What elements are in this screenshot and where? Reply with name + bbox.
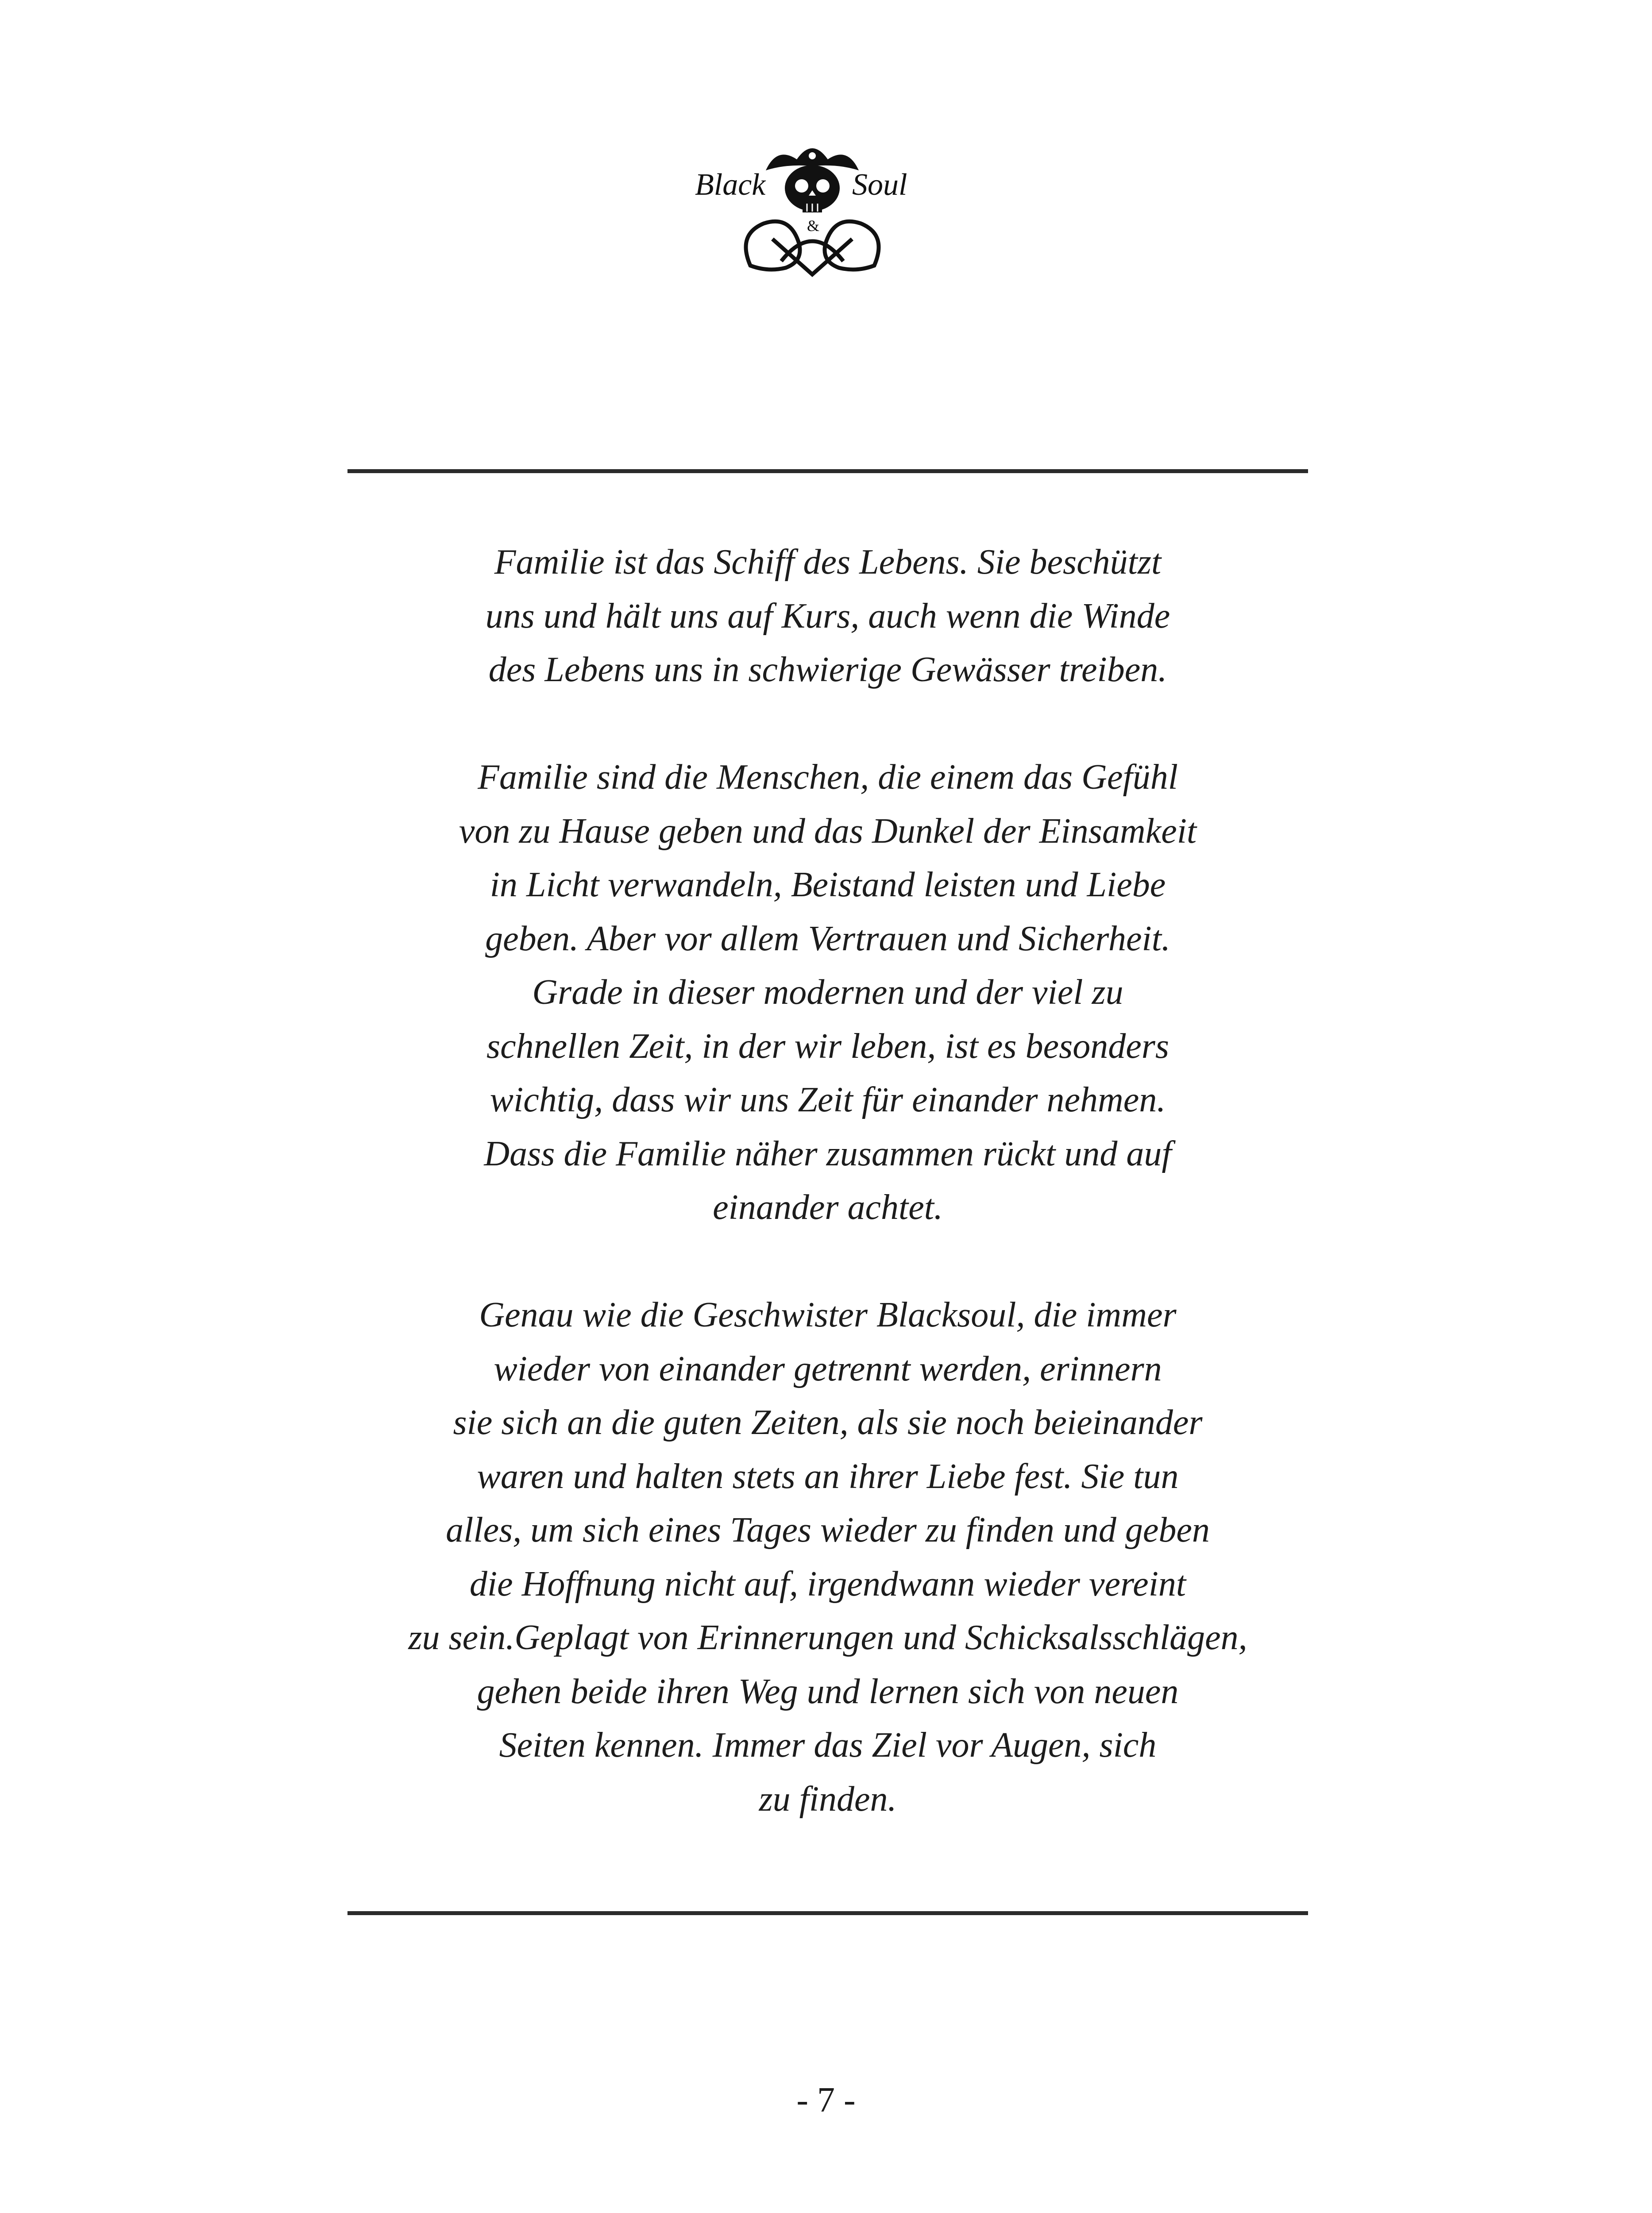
top-divider xyxy=(347,469,1308,473)
text-line: Familie ist das Schiff des Lebens. Sie beschützt xyxy=(494,543,1162,582)
text-line: wieder von einander getrennt werden, erinnern xyxy=(494,1349,1162,1388)
text-line: sie sich an die guten Zeiten, als sie noch beieinander xyxy=(453,1403,1203,1442)
text-line: Familie sind die Menschen, die einem das Gefühl xyxy=(478,758,1178,797)
text-line: gehen beide ihren Weg und lernen sich von neuen xyxy=(477,1672,1179,1711)
bottom-divider xyxy=(347,1911,1308,1915)
text-line: zu sein.Geplagt von Erinnerungen und Schicksalsschlägen, xyxy=(408,1618,1247,1657)
black-soul-logo xyxy=(688,128,936,279)
paragraph-3 xyxy=(347,1288,1308,1826)
text-line: Grade in dieser modernen und der viel zu xyxy=(532,973,1123,1012)
paragraph-2 xyxy=(347,751,1308,1235)
text-line: des Lebens uns in schwierige Gewässer treiben. xyxy=(488,650,1167,689)
page-number: - 7 - xyxy=(796,2081,856,2120)
text-line: alles, um sich eines Tages wieder zu finden und geben xyxy=(446,1511,1210,1550)
text-line: wichtig, dass wir uns Zeit für einander nehmen. xyxy=(490,1080,1166,1119)
text-line: zu finden. xyxy=(759,1779,897,1819)
svg-text:&: & xyxy=(807,217,820,235)
text-line: Genau wie die Geschwister Blacksoul, die immer xyxy=(479,1295,1177,1334)
text-line: Dass die Familie näher zusammen rückt und auf xyxy=(484,1134,1172,1173)
pirate-skull-icon xyxy=(688,128,936,279)
text-line: in Licht verwandeln, Beistand leisten und Liebe xyxy=(490,865,1166,904)
text-line: die Hoffnung nicht auf, irgendwann wieder vereint xyxy=(469,1564,1186,1604)
text-line: Seiten kennen. Immer das Ziel vor Augen, sich xyxy=(499,1726,1157,1765)
text-line: einander achtet. xyxy=(713,1188,943,1227)
body-text xyxy=(347,536,1308,1826)
text-line: uns und hält uns auf Kurs, auch wenn die Winde xyxy=(485,596,1170,636)
svg-text:Soul: Soul xyxy=(852,168,907,202)
svg-text:Black: Black xyxy=(695,168,766,202)
paragraph-1 xyxy=(347,536,1308,697)
text-line: waren und halten stets an ihrer Liebe fest. Sie tun xyxy=(477,1457,1179,1496)
text-line: geben. Aber vor allem Vertrauen und Sicherheit. xyxy=(485,919,1170,958)
text-line: von zu Hause geben und das Dunkel der Einsamkeit xyxy=(459,811,1197,851)
text-line: schnellen Zeit, in der wir leben, ist es besonders xyxy=(486,1026,1170,1066)
